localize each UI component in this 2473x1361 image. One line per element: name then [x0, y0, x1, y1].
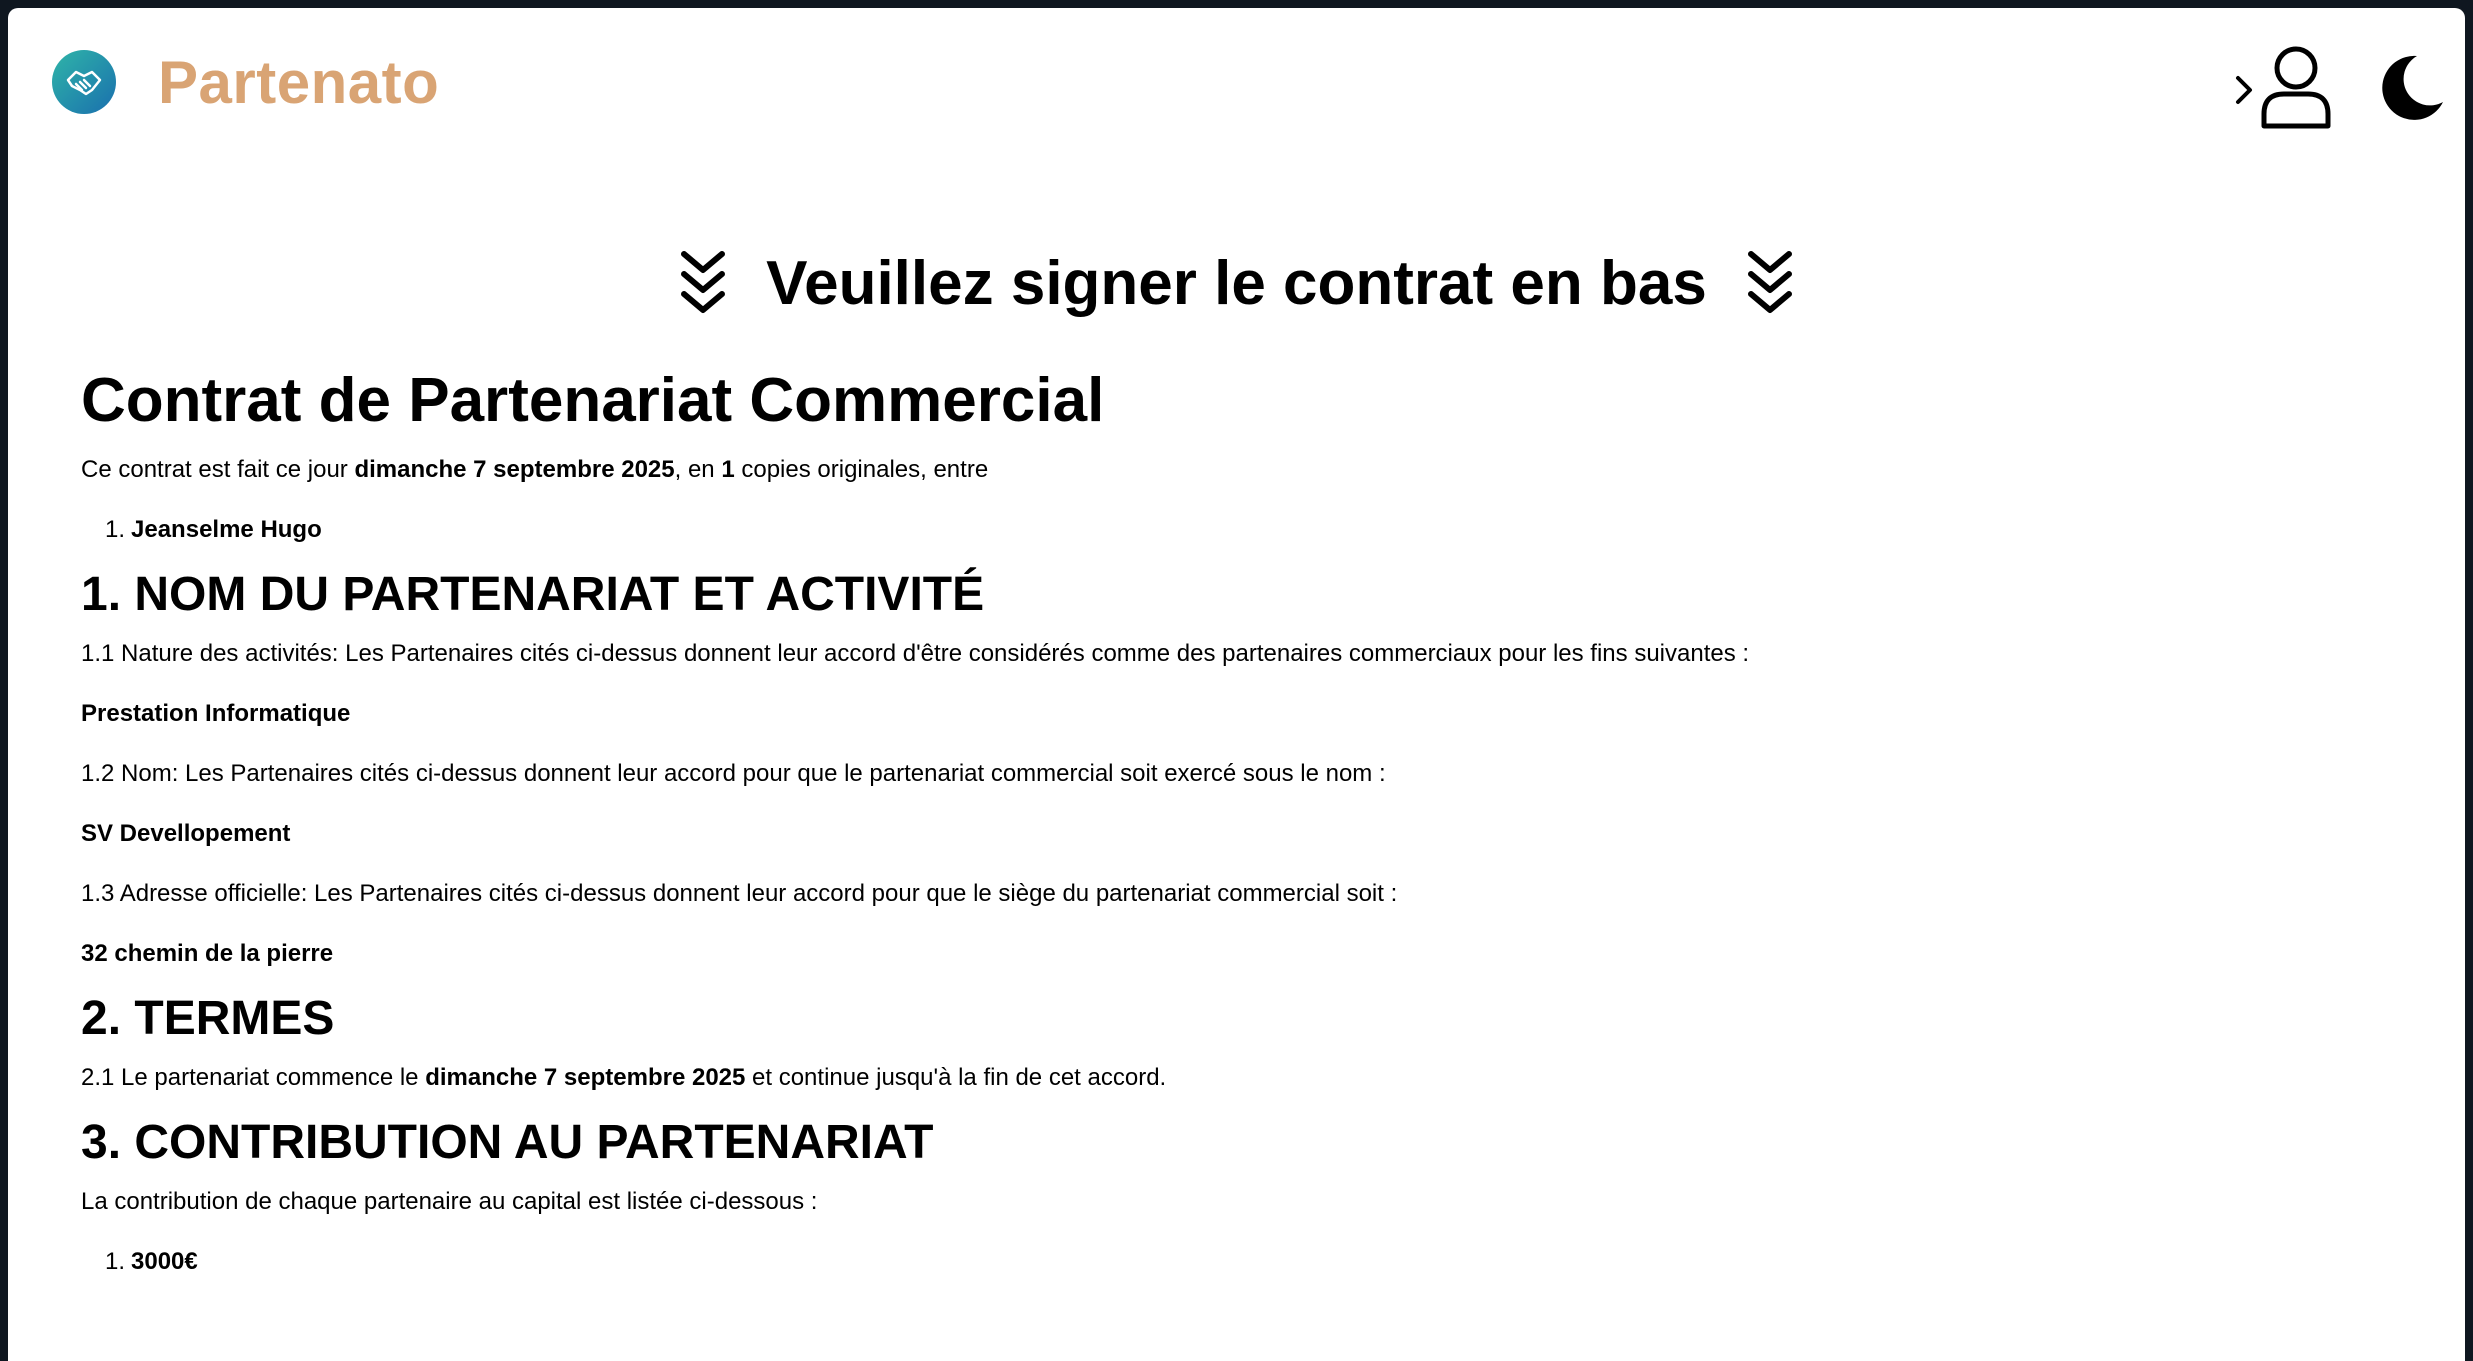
section-1-heading: 1. NOM DU PARTENARIAT ET ACTIVITÉ: [81, 568, 985, 621]
intro-copies: 1: [721, 456, 735, 483]
user-icon[interactable]: [2258, 44, 2334, 130]
intro-prefix: Ce contrat est fait ce jour: [81, 456, 355, 483]
intro-middle: , en: [674, 456, 722, 483]
double-chevron-down-icon: [676, 248, 730, 318]
section-3-text: La contribution de chaque partenaire au capital est listée ci-dessous :: [81, 1188, 818, 1215]
section-2-1-text: [81, 1061, 2405, 1095]
partner-name: Jeanselme Hugo: [131, 516, 322, 543]
section-3-heading: 3. CONTRIBUTION AU PARTENARIAT: [81, 1116, 934, 1169]
contribution-amount: 3000€: [131, 1248, 198, 1275]
terms-suffix: et continue jusqu'à la fin de cet accord.: [745, 1064, 1167, 1091]
top-bar: [8, 8, 2465, 158]
activity-value: Prestation Informatique: [81, 700, 351, 727]
terms-prefix: 2.1 Le partenariat commence le: [81, 1064, 426, 1091]
handshake-logo-icon[interactable]: [52, 50, 116, 114]
contract-intro: [81, 453, 2405, 487]
section-1-2-text: 1.2 Nom: Les Partenaires cités ci-dessus donnent leur accord pour que le partenariat commercial soit exercé sous le nom :: [81, 760, 1386, 787]
section-1-3-text: 1.3 Adresse officielle: Les Partenaires cités ci-dessus donnent leur accord pour que le siège du partenariat commercial soit :: [81, 880, 1398, 907]
address-value: 32 chemin de la pierre: [81, 940, 334, 967]
section-2-heading: 2. TERMES: [81, 992, 335, 1045]
sign-banner-text: Veuillez signer le contrat en bas: [766, 248, 1707, 318]
sign-banner: [8, 233, 2465, 333]
double-chevron-down-icon: [1743, 248, 1797, 318]
contract-title: Contrat de Partenariat Commercial: [81, 366, 1105, 435]
intro-suffix: copies originales, entre: [734, 456, 989, 483]
contract-document: [81, 363, 2405, 1279]
list-number: 1.: [105, 516, 126, 543]
app-window: [8, 8, 2465, 1361]
section-1-1-text: 1.1 Nature des activités: Les Partenaires cités ci-dessus donnent leur accord d'être considérés comme des partenaires commerciaux pour les fins suivantes :: [81, 640, 1750, 667]
brand-name[interactable]: Partenato: [158, 49, 440, 116]
chevron-right-icon[interactable]: [2230, 70, 2260, 110]
contribution-list-item: [81, 1245, 2405, 1279]
partner-list-item: [81, 513, 2405, 547]
list-number: 1.: [105, 1248, 126, 1275]
terms-date: dimanche 7 septembre 2025: [425, 1064, 746, 1091]
moon-icon[interactable]: [2373, 50, 2449, 126]
intro-date: dimanche 7 septembre 2025: [354, 456, 675, 483]
partnership-name-value: SV Devellopement: [81, 820, 291, 847]
